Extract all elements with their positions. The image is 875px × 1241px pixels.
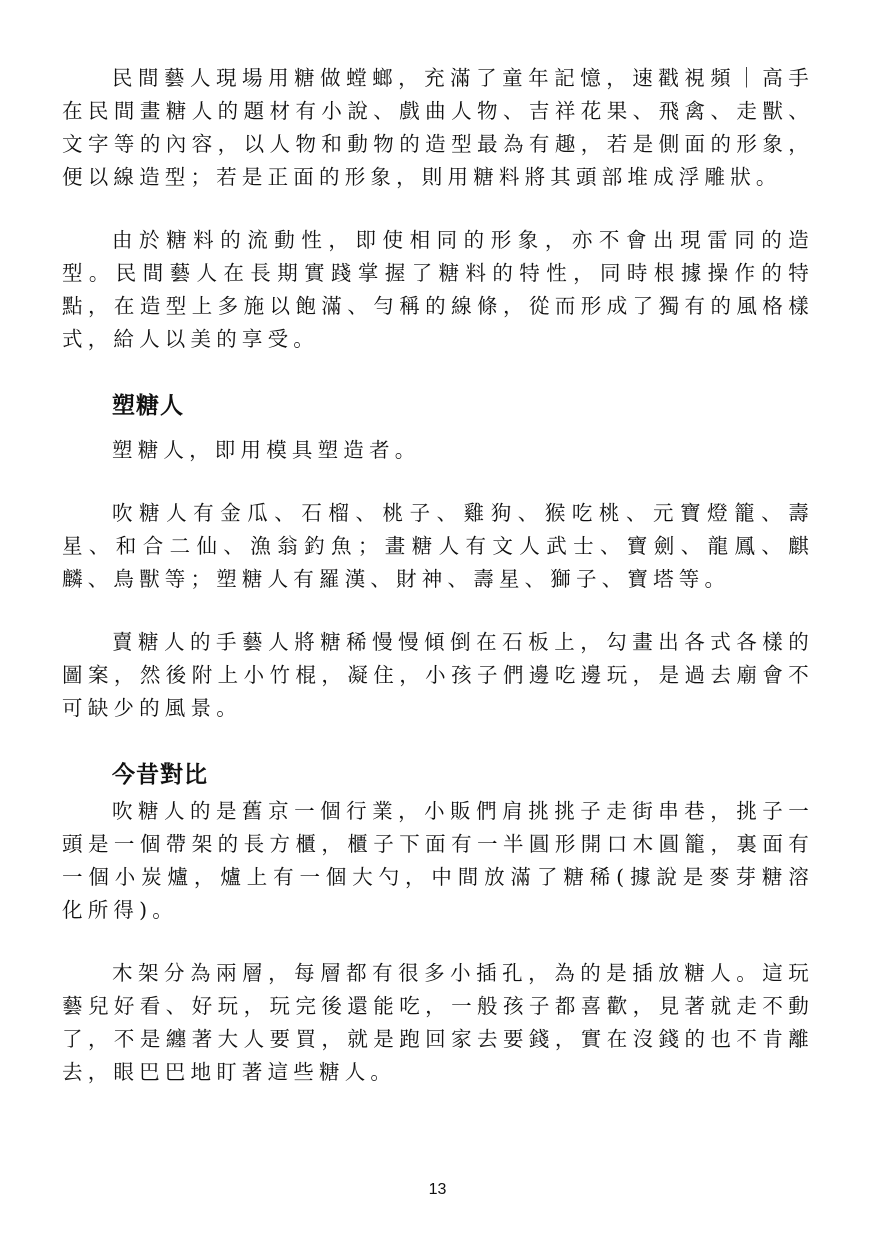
intro-paragraph-2: 由於糖料的流動性，即使相同的形象，亦不會出現雷同的造型。民間藝人在長期實踐掌握了糖料的特性，同時根據操作的特點，在造型上多施以飽滿、勻稱的線條，從而形成了獨有的風格樣式，給人以美的享受。 — [62, 228, 814, 351]
intro-paragraph-1: 民間藝人現場用糖做螳螂，充滿了童年記憶，速戳視頻｜高手在民間畫糖人的題材有小說、戲曲人物、吉祥花果、飛禽、走獸、文字等的內容，以人物和動物的造型最為有趣，若是側面的形象，便以線造型；若是正面的形象，則用糖料將其頭部堆成浮雕狀。 — [62, 66, 814, 189]
section-heading-sugar-moulding: 塑糖人 — [112, 393, 184, 419]
page-content — [62, 62, 814, 1089]
then-and-now-paragraph-2: 木架分為兩層，每層都有很多小插孔，為的是插放糖人。這玩藝兒好看、好玩，玩完後還能吃，一般孩子都喜歡，見著就走不動了，不是纏著大人要買，就是跑回家去要錢，實在沒錢的也不肯離去，眼巴巴地盯著這些糖人。 — [62, 961, 814, 1084]
sugar-moulding-paragraph-3: 賣糖人的手藝人將糖稀慢慢傾倒在石板上，勾畫出各式各樣的圖案，然後附上小竹棍，凝住，小孩子們邊吃邊玩，是過去廟會不可缺少的風景。 — [62, 630, 814, 720]
section-heading-then-and-now: 今昔對比 — [112, 762, 208, 788]
then-and-now-paragraph-1: 吹糖人的是舊京一個行業，小販們肩挑挑子走街串巷，挑子一頭是一個帶架的長方櫃，櫃子下面有一半圓形開口木圓籠，裏面有一個小炭爐，爐上有一個大勺，中間放滿了糖稀(據說是麥芽糖溶化所得)。 — [62, 799, 814, 922]
sugar-moulding-paragraph-1: 塑糖人，即用模具塑造者。 — [112, 438, 421, 462]
page-number: 13 — [428, 1181, 447, 1198]
sugar-moulding-paragraph-2: 吹糖人有金瓜、石榴、桃子、雞狗、猴吃桃、元寶燈籠、壽星、和合二仙、漁翁釣魚；畫糖人有文人武士、寶劍、龍鳳、麒麟、鳥獸等；塑糖人有羅漢、財神、壽星、獅子、寶塔等。 — [62, 501, 814, 591]
